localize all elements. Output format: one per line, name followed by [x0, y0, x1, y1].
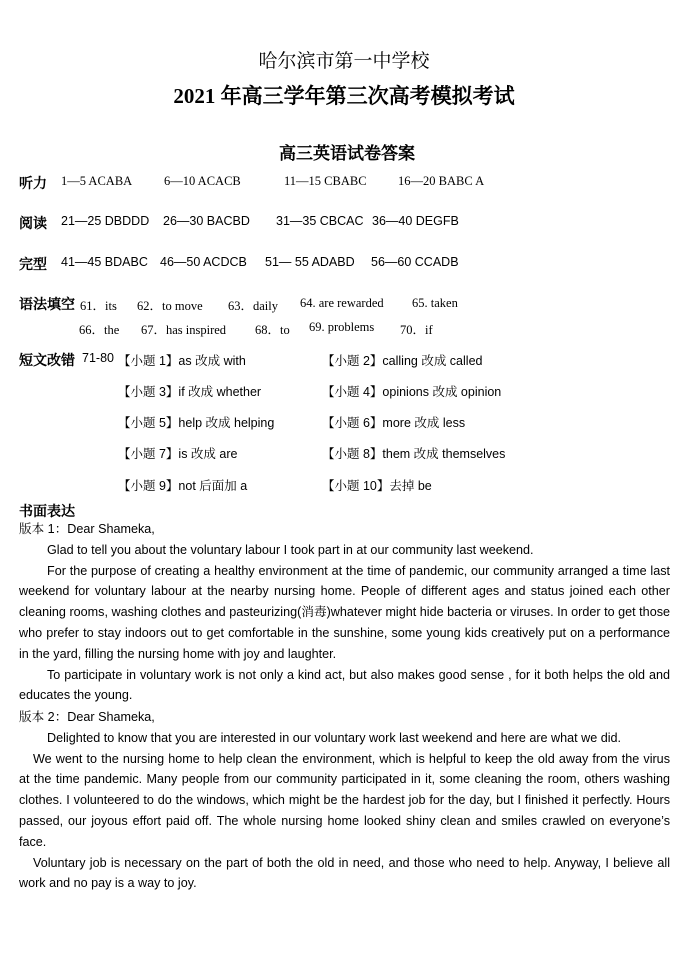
grammar-answer-69: 69. problems [309, 320, 375, 334]
essay-2-paragraph-1: Delighted to know that you are interested in our voluntary work last weekend and here are what we did. [47, 730, 622, 745]
grammar-answer-61: 61．its [80, 299, 117, 313]
correction-item-3: 【小题 3】if 改成 whether [118, 385, 262, 399]
listening-group-1: 1—5 ACABA [61, 174, 133, 188]
grammar-answer-67: 67．has inspired [141, 323, 227, 337]
reading-group-4: 36—40 DEGFB [372, 214, 459, 228]
essay-2-salutation: 版本 2：Dear Shameka, [19, 710, 155, 724]
grammar-answer-66: 66．the [79, 323, 120, 337]
grammar-answer-63: 63．daily [228, 299, 278, 313]
writing-label: 书面表达 [19, 505, 75, 520]
correction-item-6: 【小题 6】more 改成 less [322, 416, 466, 430]
listening-group-3: 11—15 CBABC [284, 174, 367, 188]
sample-essay-1 [19, 519, 670, 706]
reading-label: 阅读 [19, 217, 47, 232]
school-name: 哈尔滨市第一中学校 [258, 51, 430, 72]
grammar-answer-68: 68．to [255, 323, 290, 337]
cloze-group-3: 51— 55 ADABD [265, 255, 355, 269]
correction-range: 71-80 [82, 351, 114, 365]
essay-2-paragraph-2: We went to the nursing home to help clean the environment, which is helpful to keep the old away from the virus at the time pandemic. Many people from our community participated in it, some cleaning the room, others washing clothes. I volunteered to do the windows, which might be the hardest job for the day, but I finished it perfectly. Hours passed, our joyous effort paid off. The whole nursing home looked shiny clean and smiles crawled on everyone’s face. [19, 751, 670, 849]
essay-1-salutation: 版本 1：Dear Shameka, [19, 522, 155, 536]
correction-item-4: 【小题 4】opinions 改成 opinion [322, 385, 502, 399]
sample-essay-2 [19, 707, 670, 894]
correction-item-8: 【小题 8】them 改成 themselves [322, 447, 506, 461]
essay-2-paragraph-3: Voluntary job is necessary on the part of both the old in need, and those who need to help. Anyway, I believe all work and no pay is a way to joy. [19, 855, 670, 891]
correction-item-9: 【小题 9】not 后面加 a [118, 479, 248, 493]
reading-group-1: 21—25 DBDDD [61, 214, 150, 228]
grammar-answer-65: 65. taken [412, 296, 458, 310]
correction-item-1: 【小题 1】as 改成 with [118, 354, 246, 368]
grammar-label: 语法填空 [19, 298, 75, 313]
correction-item-2: 【小题 2】calling 改成 called [322, 354, 483, 368]
exam-title: 2021 年高三学年第三次高考模拟考试 [173, 84, 515, 108]
grammar-answer-64: 64. are rewarded [300, 296, 384, 310]
reading-group-2: 26—30 BACBD [163, 214, 250, 228]
correction-item-7: 【小题 7】is 改成 are [118, 447, 238, 461]
grammar-answer-70: 70．if [400, 323, 433, 337]
cloze-group-4: 56—60 CCADB [371, 255, 459, 269]
cloze-group-1: 41—45 BDABC [61, 255, 148, 269]
grammar-answer-62: 62．to move [137, 299, 203, 313]
correction-label: 短文改错 [19, 354, 75, 369]
correction-item-5: 【小题 5】help 改成 helping [118, 416, 275, 430]
essay-1-paragraph-2: For the purpose of creating a healthy environment at the time of pandemic, our community arranged a time last weekend for voluntary labour at the nearby nursing home. People of different ages and status joined each other cleaning rooms, washing clothes and pasteurizing(消毒)whatever might hide bacteria or viruses. In order to get those who prefer to stay indoors out to get comfortable in the sunshine, some young kids creatively put on a performance in the yard, filling the nursing home with joy and laughter. [19, 563, 670, 661]
reading-group-3: 31—35 CBCAC [276, 214, 364, 228]
listening-group-4: 16—20 BABC A [398, 174, 485, 188]
listening-group-2: 6—10 ACACB [164, 174, 241, 188]
listening-label: 听力 [19, 177, 47, 192]
cloze-label: 完型 [19, 258, 47, 273]
cloze-group-2: 46—50 ACDCB [160, 255, 247, 269]
essay-1-paragraph-3: To participate in voluntary work is not only a kind act, but also makes good sense , for it both helps the old and educates the young. [19, 667, 670, 703]
answer-key-subtitle: 高三英语试卷答案 [279, 144, 415, 163]
essay-1-paragraph-1: Glad to tell you about the voluntary labour I took part in at our community last weekend. [47, 542, 534, 557]
correction-item-10: 【小题 10】去掉 be [322, 479, 432, 493]
